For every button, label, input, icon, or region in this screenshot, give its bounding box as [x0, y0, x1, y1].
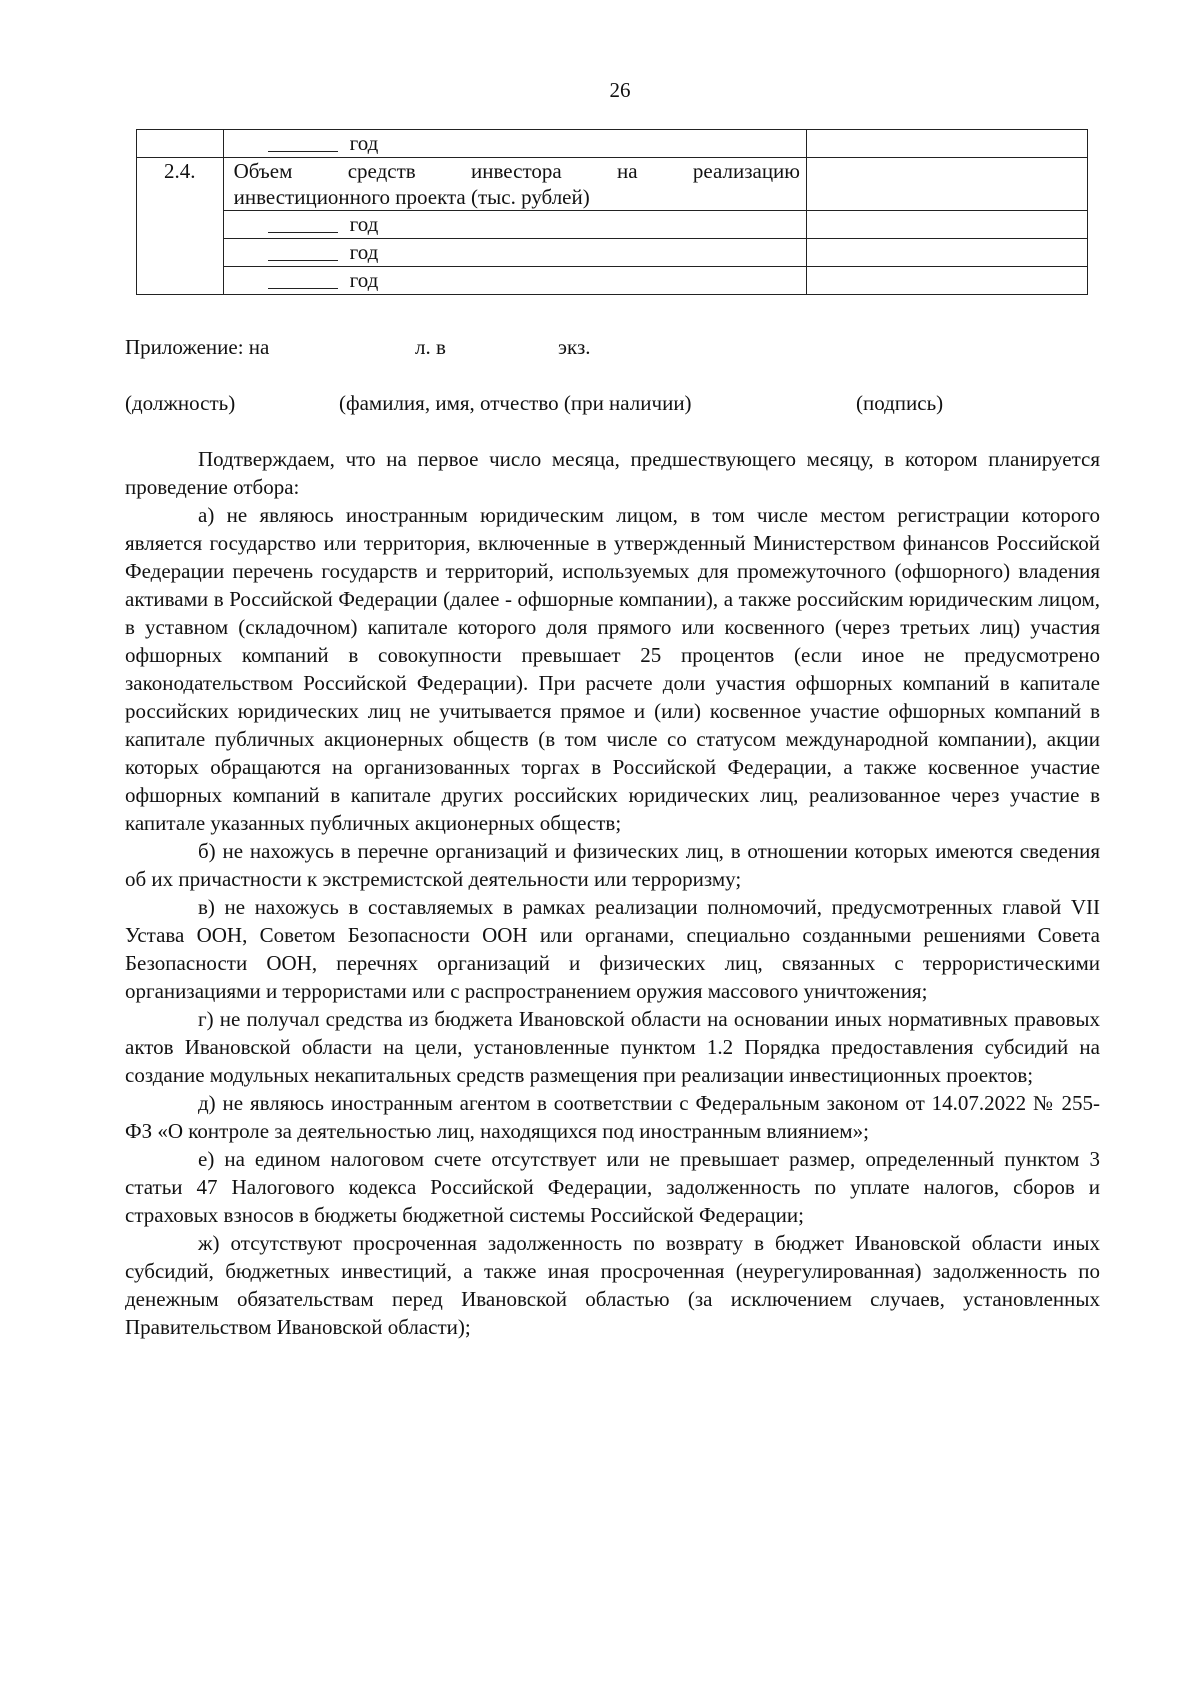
paragraph-g: г) не получал средства из бюджета Ивановской области на основании иных нормативных правовых актов Ивановской области на цели, установленные пунктом 1.2 Порядка предоставления субсидий на создание модульных некапитальных средств размещения при реализации инвестиционных проектов; — [125, 1007, 1100, 1087]
page-number: 26 — [609, 78, 631, 102]
table-row — [137, 158, 1088, 211]
paragraph-d: д) не являюсь иностранным агентом в соответствии с Федеральным законом от 14.07.2022 № 255-ФЗ «О контроле за деятельностью лиц, находящихся под иностранным влиянием»; — [125, 1091, 1100, 1143]
year-blank-line — [268, 211, 338, 233]
paragraph-v: в) не нахожусь в составляемых в рамках реализации полномочий, предусмотренных главой VII Устава ООН, Советом Безопасности ООН или органами, специально созданными решениями Совета Безопасности ООН, перечнях организаций и физических лиц, связанных с террористическими организациями и террористами или с распространением оружия массового уничтожения; — [125, 895, 1100, 1003]
value-cell — [807, 130, 1088, 158]
year-blank-line — [268, 267, 338, 289]
table-row — [137, 239, 1088, 267]
paragraph-b: б) не нахожусь в перечне организаций и физических лиц, в отношении которых имеются сведения об их причастности к экстремистской деятельности или терроризму; — [125, 839, 1100, 891]
paragraph-zh: ж) отсутствуют просроченная задолженность по возврату в бюджет Ивановской области иных субсидий, бюджетных инвестиций, а также иная просроченная (неурегулированная) задолженность по денежным обязательствам перед Ивановской областью (за исключением случаев, установленных Правительством Ивановской области); — [125, 1231, 1100, 1339]
value-cell — [807, 158, 1088, 211]
signature-position: (должность) — [125, 391, 236, 415]
year-label: год — [349, 131, 379, 155]
confirmation-text — [125, 445, 1100, 1341]
signature-sign: (подпись) — [856, 391, 944, 415]
indicator-cell — [223, 158, 806, 211]
year-cell — [223, 130, 806, 158]
value-cell — [807, 239, 1088, 267]
attachment-copies: экз. — [558, 335, 591, 359]
indicator-word: реализацию — [692, 159, 800, 183]
year-blank-line — [268, 130, 338, 152]
year-cell — [223, 239, 806, 267]
paragraph-e: е) на едином налоговом счете отсутствует или не превышает размер, определенный пунктом 3 статьи 47 Налогового кодекса Российской Федерации, задолженность по уплате налогов, сборов и страховых взносов в бюджеты бюджетной системы Российской Федерации; — [125, 1147, 1100, 1227]
year-label: год — [349, 268, 379, 292]
year-cell — [223, 211, 806, 239]
attachment-label: Приложение: на — [125, 335, 270, 359]
year-blank-line — [268, 239, 338, 261]
indicator-word: на — [617, 159, 638, 183]
table-row — [137, 211, 1088, 239]
table-row — [137, 267, 1088, 295]
indicator-word: инвестора — [471, 159, 562, 183]
indicator-word: средств — [347, 159, 416, 183]
signature-name: (фамилия, имя, отчество (при наличии) — [339, 391, 692, 415]
row-number-cell — [137, 130, 224, 158]
table-row — [137, 130, 1088, 158]
attachment-sheets: л. в — [415, 335, 446, 359]
value-cell — [807, 211, 1088, 239]
row-number-cell: 2.4. — [137, 158, 224, 295]
indicator-text-line2: инвестиционного проекта (тыс. рублей) — [233, 185, 590, 209]
value-cell — [807, 267, 1088, 295]
year-label: год — [349, 212, 379, 236]
indicator-word: Объем — [233, 159, 293, 183]
year-label: год — [349, 240, 379, 264]
paragraph-a: а) не являюсь иностранным юридическим лицом, в том числе местом регистрации которого является государство или территория, включенные в утвержденный Министерством финансов Российской Федерации перечень государств и территорий, используемых для промежуточного (офшорного) владения активами в Российской Федерации (далее - офшорные компании), а также российским юридическим лицом, в уставном (складочном) капитале которого доля прямого или косвенного (через третьих лиц) участия офшорных компаний в совокупности превышает 25 процентов (если иное не предусмотрено законодательством Российской Федерации). При расчете доли участия офшорных компаний в капитале российских юридических лиц не учитывается прямое и (или) косвенное участие офшорных компаний в капитале публичных акционерных обществ (в том числе со статусом международной компании), акции которых обращаются на организованных торгах в Российской Федерации, а также косвенное участие офшорных компаний в капитале других российских юридических лиц, реализованное через участие в капитале указанных публичных акционерных обществ; — [125, 503, 1100, 835]
investment-table — [136, 129, 1088, 295]
year-cell — [223, 267, 806, 295]
paragraph-intro: Подтверждаем, что на первое число месяца, предшествующего месяцу, в котором планируется проведение отбора: — [125, 447, 1100, 499]
